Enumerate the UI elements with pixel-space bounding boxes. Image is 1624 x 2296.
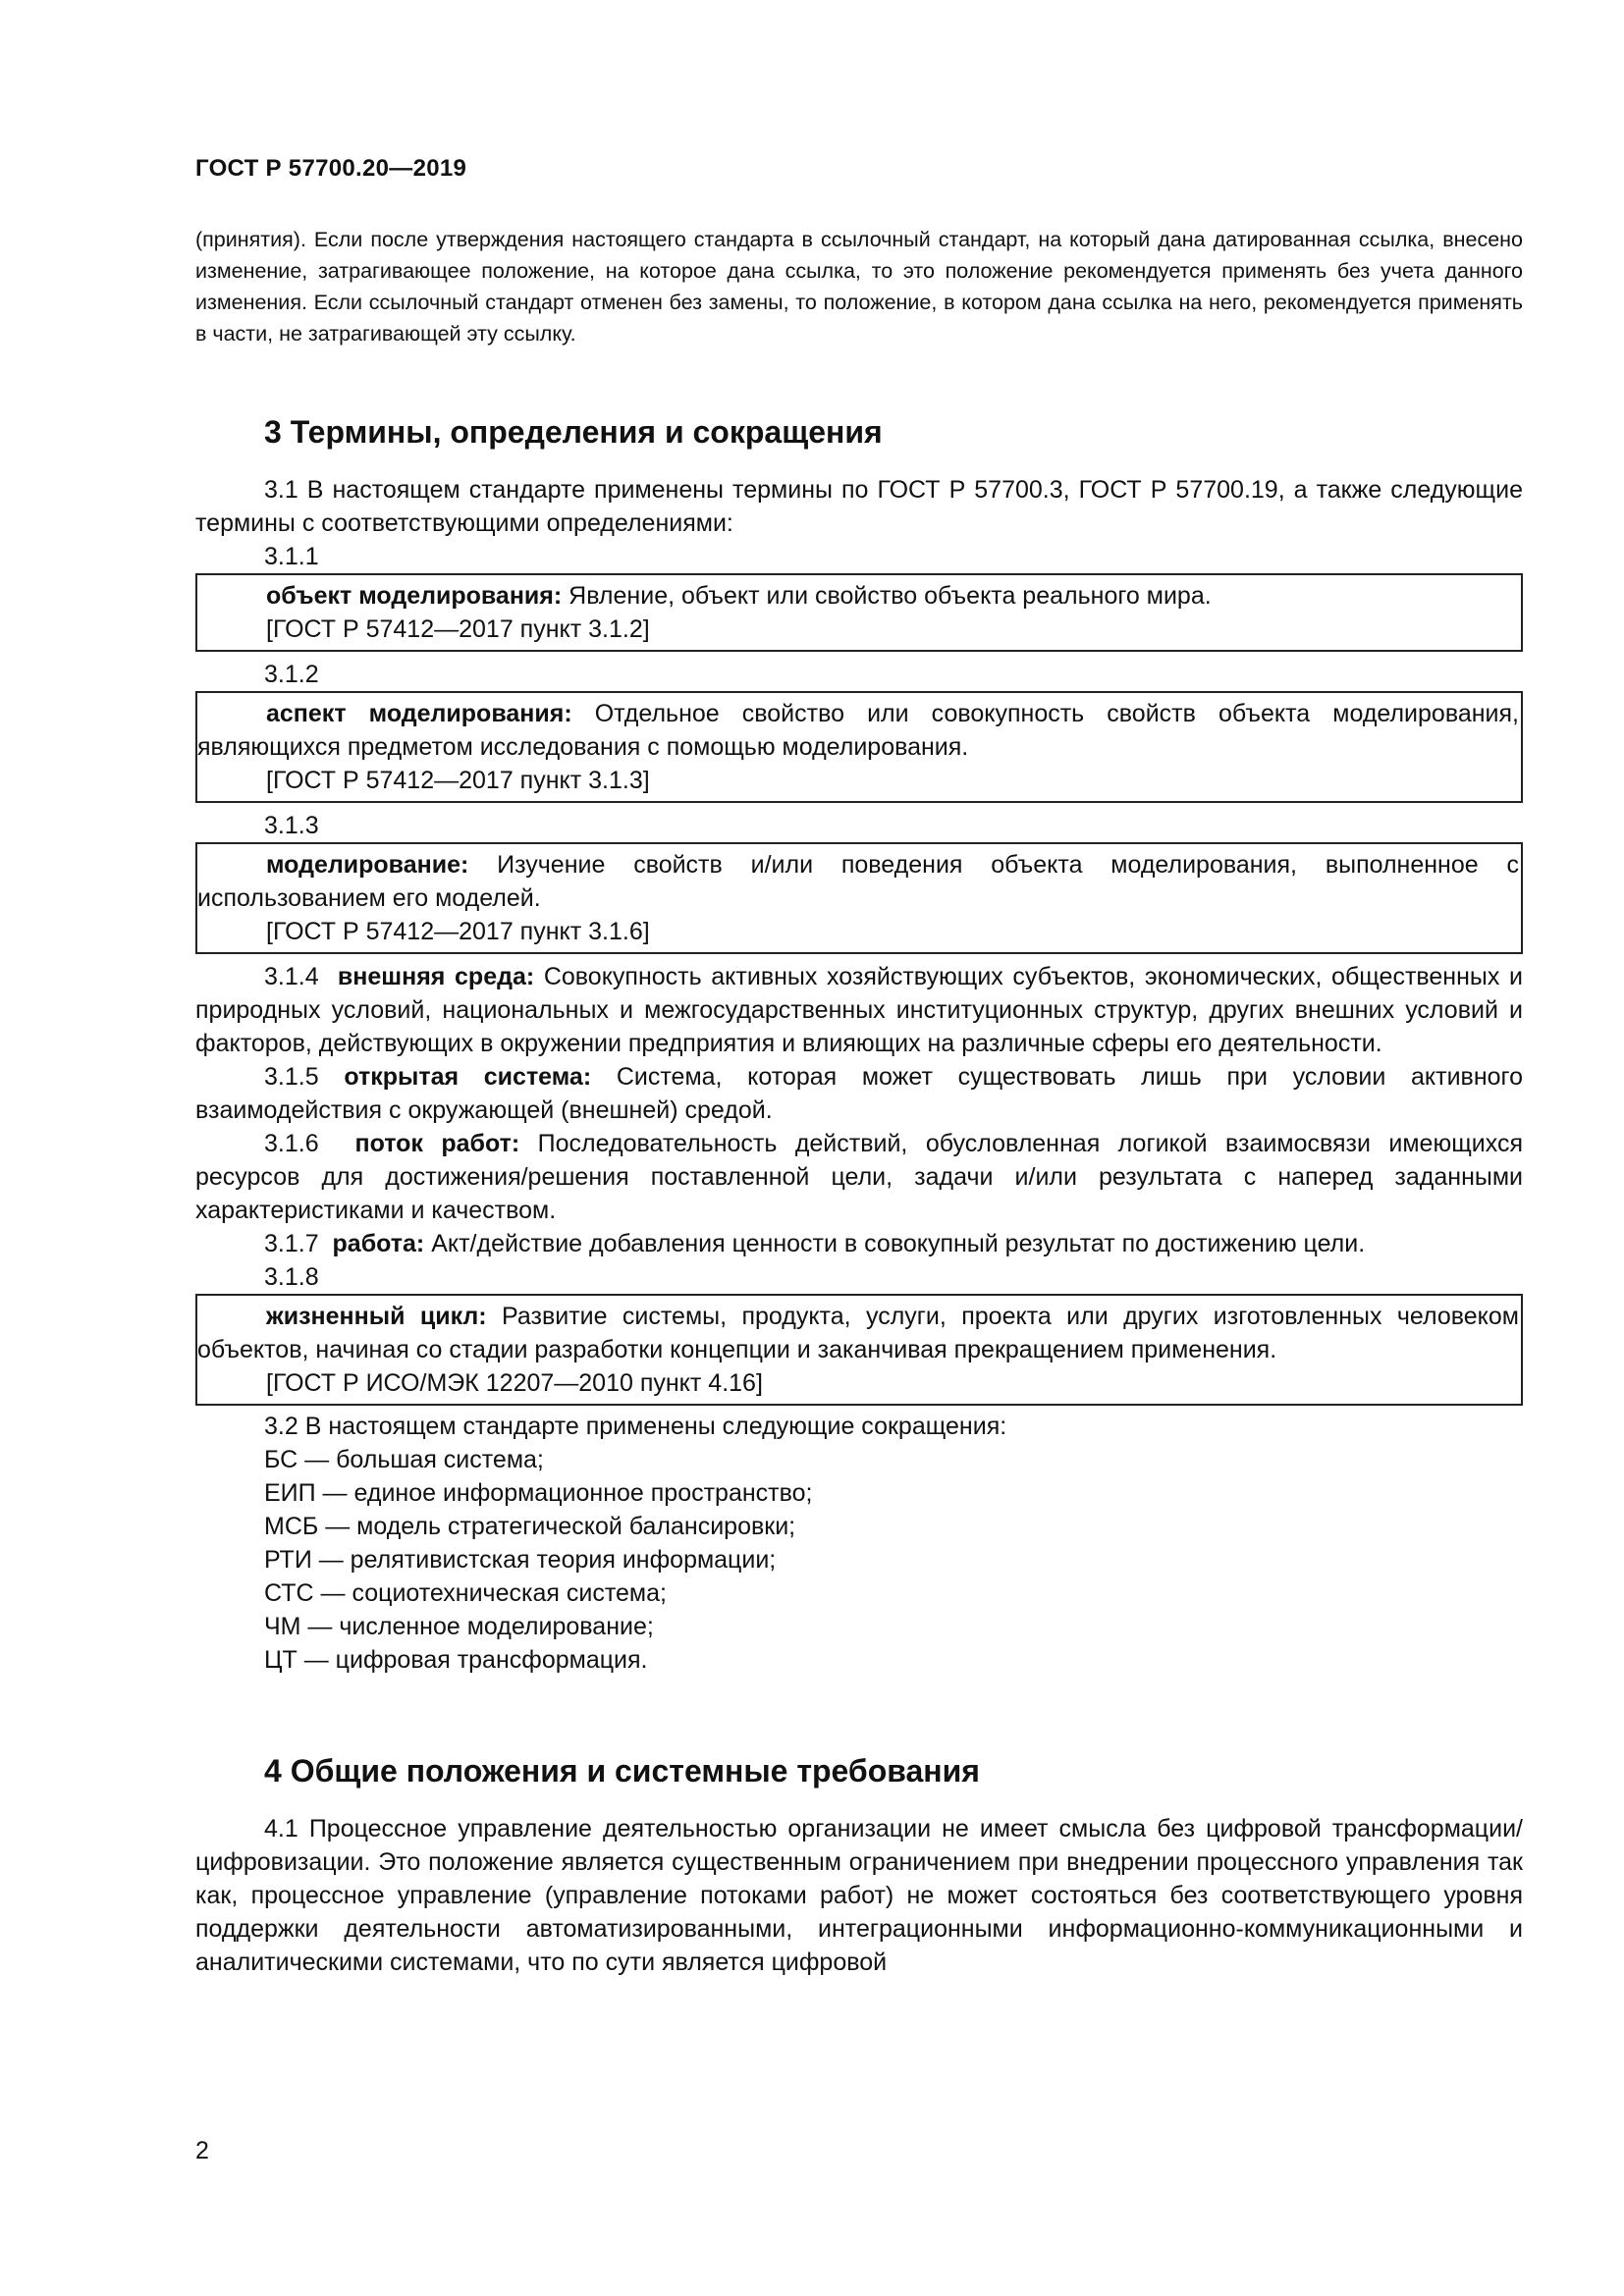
term-definition (197, 697, 1519, 764)
term-definition (197, 579, 1519, 613)
term-definition-text: Изучение свойств и/или поведения объекта моделирования, выполненное с использованием его моделей. (197, 851, 1519, 912)
term-definition (197, 848, 1519, 915)
term-name: аспект моделирования: (266, 700, 572, 727)
section-3-title: 3 Термины, определения и сокращения (264, 414, 883, 450)
term-box-3-1-1 (195, 573, 1523, 652)
abbreviation-item: ЕИП — единое информационное пространство; (264, 1479, 813, 1507)
term-source: [ГОСТ Р 57412—2017 пункт 3.1.2] (266, 615, 650, 643)
paragraph-3-1: 3.1 В настоящем стандарте применены термины по ГОСТ Р 57700.3, ГОСТ Р 57700.19, а также следующие термины с соответствующими определениями: (195, 476, 1523, 537)
abbreviation-item: БС — большая система; (264, 1446, 544, 1473)
term-name: моделирование: (266, 851, 469, 879)
term-number-3-1-8: 3.1.8 (264, 1263, 319, 1291)
document-header: ГОСТ Р 57700.20—2019 (195, 155, 467, 182)
term-number: 3.1.7 (264, 1230, 319, 1257)
term-definition-text: Акт/действие добавления ценности в совокупный результат по достижению цели. (424, 1230, 1366, 1257)
term-source: [ГОСТ Р 57412—2017 пункт 3.1.3] (266, 767, 650, 794)
term-name: открытая система: (344, 1063, 592, 1091)
term-definition-text: Явление, объект или свойство объекта реального мира. (562, 582, 1212, 610)
term-box-3-1-2 (195, 691, 1523, 803)
paragraph-4-1: 4.1 Процессное управление деятельностью организации не имеет смысла без цифровой трансформации/цифровизации. Это положение является существенным ограничением при внедрении процессного управления так как, процессное управление (управление потоками работ) не может состояться без соответствующего уровня поддержки деятельности автоматизированными, интеграционными информационно-коммуникационными и аналитическими системами, что по сути является цифровой (195, 1815, 1523, 1976)
term-definition-text: Система, которая может существовать лишь при условии активного взаимодействия с окружающей (внешней) средой. (195, 1063, 1523, 1124)
page-number: 2 (195, 2137, 209, 2164)
page-content (195, 224, 1523, 1979)
term-3-1-7 (195, 1227, 1523, 1260)
term-number: 3.1.5 (264, 1063, 319, 1091)
term-3-1-5 (195, 1060, 1523, 1127)
abbreviation-list (195, 1443, 1523, 1677)
term-3-1-6 (195, 1127, 1523, 1227)
abbreviation-item: МСБ — модель стратегической балансировки; (264, 1513, 796, 1540)
term-box-3-1-3 (195, 842, 1523, 954)
term-number-3-1-1: 3.1.1 (264, 543, 319, 570)
abbreviation-item: ЦТ — цифровая трансформация. (264, 1646, 648, 1674)
term-number: 3.1.6 (264, 1130, 319, 1157)
term-definition (197, 1300, 1519, 1366)
term-name: работа: (332, 1230, 425, 1257)
abbreviation-item: РТИ — релятивистская теория информации; (264, 1546, 777, 1574)
term-name: поток работ: (354, 1130, 520, 1157)
term-3-1-4 (195, 960, 1523, 1060)
term-name: жизненный цикл: (266, 1303, 487, 1330)
term-source: [ГОСТ Р ИСО/МЭК 12207—2010 пункт 4.16] (266, 1369, 763, 1397)
paragraph-3-2: 3.2 В настоящем стандарте применены следующие сокращения: (264, 1413, 1007, 1440)
term-definition-text: Отдельное свойство или совокупность свойств объекта моделирования, являющихся предметом исследования с помощью моделирования. (197, 700, 1519, 761)
term-number: 3.1.4 (264, 963, 319, 990)
section-4-title: 4 Общие положения и системные требования (264, 1753, 980, 1789)
term-name: внешняя среда: (337, 963, 535, 990)
term-name: объект моделирования: (266, 582, 563, 610)
abbreviation-item: СТС — социотехническая система; (264, 1579, 667, 1607)
term-box-3-1-8 (195, 1294, 1523, 1406)
term-source: [ГОСТ Р 57412—2017 пункт 3.1.6] (266, 918, 650, 945)
term-definition-text: Развитие системы, продукта, услуги, проекта или других изготовленных человеком объектов, начиная со стадии разработки концепции и заканчивая прекращением применения. (197, 1303, 1519, 1363)
intro-paragraph: (принятия). Если после утверждения настоящего стандарта в ссылочный стандарт, на который дана датированная ссылка, внесено изменение, затрагивающее положение, на которое дана ссылка, то это положение рекомендуется применять без учета данного изменения. Если ссылочный стандарт отменен без замены, то положение, в котором дана ссылка на него, рекомендуется применять в части, не затрагивающей эту ссылку. (195, 228, 1523, 346)
term-definition-text: Совокупность активных хозяйствующих субъектов, экономических, общественных и природных условий, национальных и межгосударственных институционных структур, других внешних условий и факторов, действующих в окружении предприятия и влияющих на различные сферы его деятельности. (195, 963, 1523, 1057)
term-number-3-1-3: 3.1.3 (264, 812, 319, 839)
term-definition-text: Последовательность действий, обусловленная логикой взаимосвязи имеющихся ресурсов для достижения/решения поставленной цели, задачи и/или результата с наперед заданными характеристиками и качеством. (195, 1130, 1523, 1224)
abbreviation-item: ЧМ — численное моделирование; (264, 1613, 654, 1640)
term-number-3-1-2: 3.1.2 (264, 661, 319, 688)
